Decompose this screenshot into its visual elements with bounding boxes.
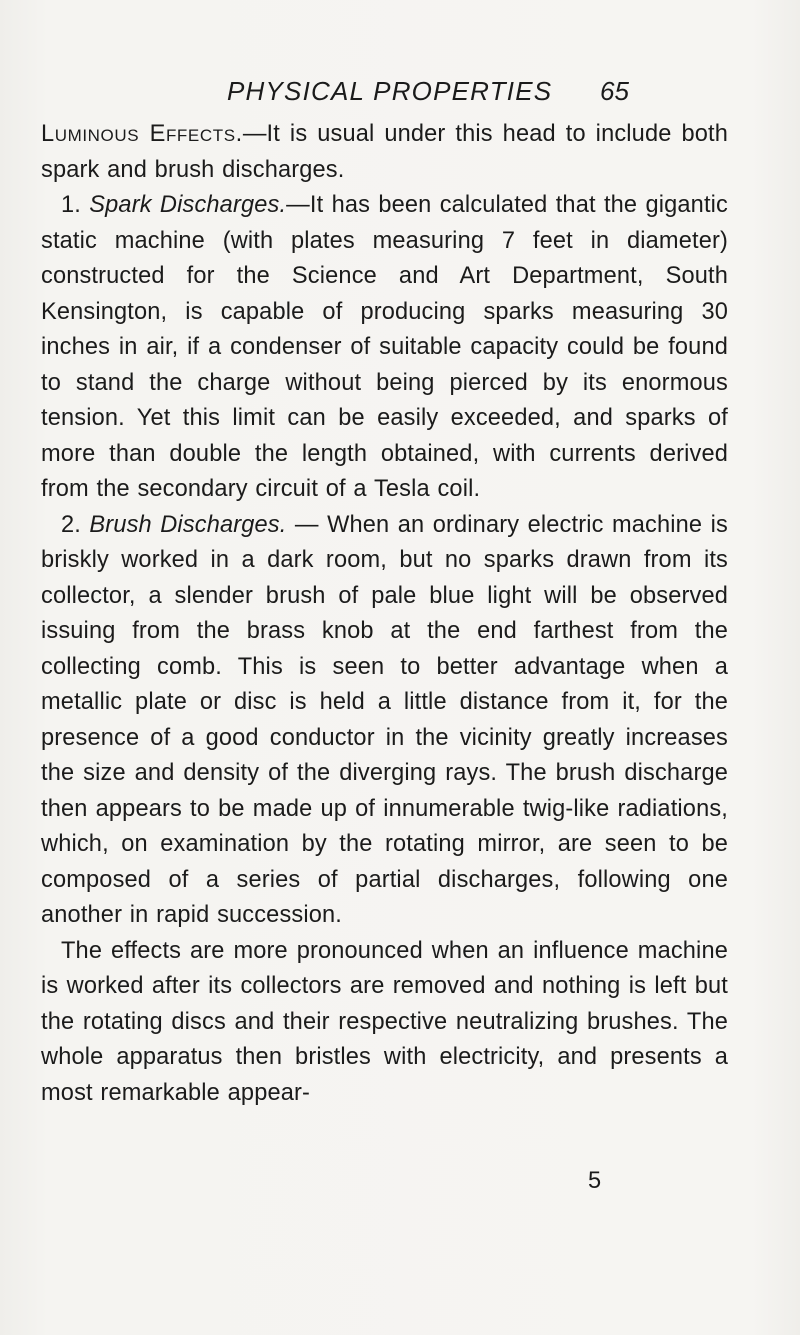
paragraph-luminous-effects (41, 117, 728, 188)
page-header (0, 74, 800, 114)
running-head: PHYSICAL PROPERTIES (227, 76, 553, 106)
signature-mark: 5 (588, 1168, 602, 1194)
page-number: 65 (600, 76, 629, 106)
section-lead: Luminous Effects. (41, 121, 243, 147)
body-text (41, 117, 728, 1111)
paragraph-text: —It has been calculated that the gigantic static machine (with plates measuring 7 feet in diameter) constructed for the Science and Art Department, South Kensington, is capable of producing sparks measuring 30 inches in air, if a condenser of suitable capacity could be found to stand the charge without being pierced by its enormous tension. Yet this limit can be easily exceeded, and sparks of more than double the length obtained, with currents derived from the secondary circuit of a Tesla coil. (41, 192, 728, 502)
paragraph-text: —It is usual under this head to include both spark and brush discharges. (41, 121, 728, 183)
subsection-heading: Brush Discharges. (89, 511, 287, 538)
paragraph-text: — When an ordinary electric machine is briskly worked in a dark room, but no sparks drawn from its collector, a slender brush of pale blue light will be observed issuing from the brass knob at the end farthest from the collecting comb. This is seen to better advantage when a metallic plate or disc is held a little distance from it, for the presence of a good conductor in the vicinity greatly increases the size and density of the diverging rays. The brush discharge then appears to be made up of innumerable twig-like radiations, which, on examination by the rotating mirror, are seen to be composed of a series of partial discharges, following one another in rapid succession. (41, 511, 728, 928)
paragraph-spark-discharges (41, 188, 728, 508)
paragraph-brush-discharges (41, 508, 728, 934)
paragraph-influence-machine (41, 934, 728, 1112)
item-number: 1. (61, 192, 81, 218)
subsection-heading: Spark Discharges. (89, 192, 287, 218)
item-number: 2. (61, 511, 81, 538)
paragraph-text: The effects are more pronounced when an influence machine is worked after its collectors are removed and nothing is left but the rotating discs and their respective neutralizing brushes. The whole apparatus then bristles with electricity, and presents a most remarkable appear- (41, 937, 728, 1106)
